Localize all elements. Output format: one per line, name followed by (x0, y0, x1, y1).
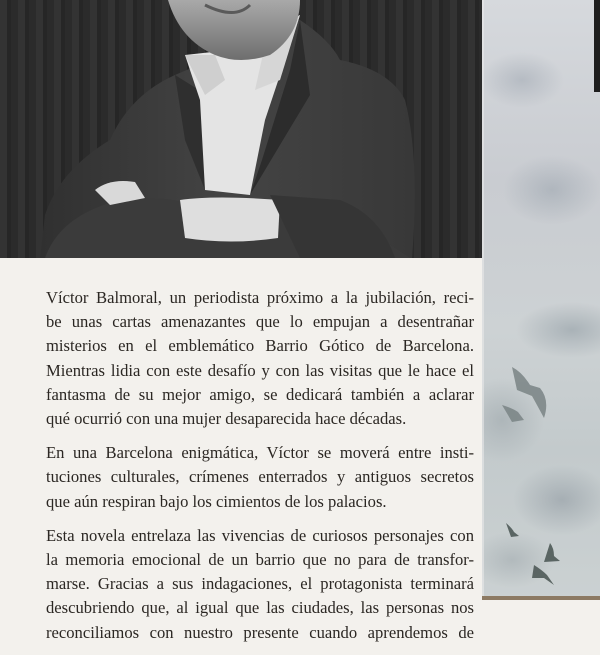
seagull-icon (502, 405, 524, 422)
text-line: la memoria emocional de un barrio que no para de transfor- (46, 550, 474, 570)
sky-panel (482, 0, 600, 600)
spine-edge-bar (594, 0, 600, 92)
text-line: qué ocurrió con una mujer desaparecida hace décadas. (46, 409, 407, 429)
text-line: fantasma de su mejor amigo, se dedicará también a aclarar (46, 384, 474, 404)
text-line: be unas cartas amenazantes que lo empujan a desentrañar (46, 312, 474, 332)
text-line: Esta novela entrelaza las vivencias de curiosos personajes con (46, 525, 474, 545)
text-line: marse. Gracias a sus indagaciones, el protagonista terminará (46, 574, 474, 594)
text-line: que aún respiran bajo los cimientos de los palacios. (46, 491, 387, 511)
seagulls-illustration (482, 0, 600, 600)
bottom-strip (482, 596, 600, 600)
text-line: Mientras lidia con este desafío y con las visitas que le hace el (46, 360, 474, 380)
text-line: reconciliamos con nuestro presente cuando aprendemos de (46, 622, 474, 642)
seagull-icon (512, 367, 546, 418)
text-line: Víctor Balmoral, un periodista próximo a la jubilación, reci- (46, 288, 474, 307)
author-portrait-illustration (0, 0, 482, 258)
seagull-icon (544, 543, 560, 562)
synopsis-paragraph-2 (46, 441, 474, 514)
text-line: tuciones culturales, crímenes enterrados y antiguos secretos (46, 467, 474, 487)
synopsis-paragraph-1 (46, 286, 474, 431)
text-line: misterios en el emblemático Barrio Gótico de Barcelona. (46, 336, 474, 356)
synopsis-paragraph-3 (46, 524, 474, 645)
seagull-icon (506, 523, 519, 537)
author-photo (0, 0, 482, 258)
seagull-icon (532, 565, 554, 585)
text-line: En una Barcelona enigmática, Víctor se moverá entre insti- (46, 443, 474, 463)
text-line: descubriendo que, al igual que las ciudades, las personas nos (46, 598, 474, 618)
